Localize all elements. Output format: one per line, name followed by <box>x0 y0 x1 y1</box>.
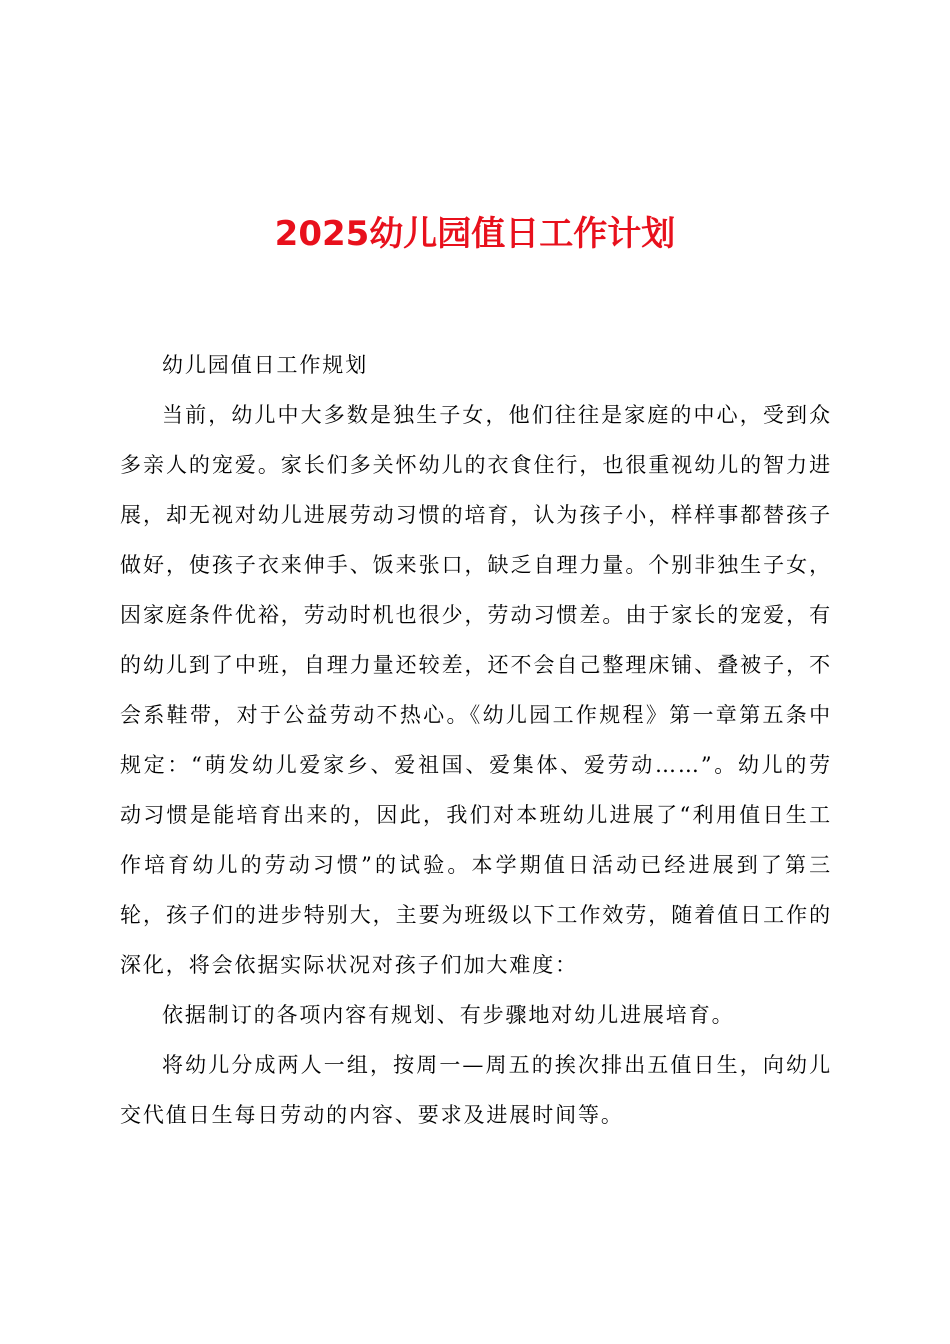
paragraph-intro: 当前，幼儿中大多数是独生子女，他们往往是家庭的中心，受到众多亲人的宠爱。家长们多关怀幼儿的衣食住行，也很重视幼儿的智力进展，却无视对幼儿进展劳动习惯的培育，认为孩子小，样样事都替孩子做好，使孩子衣来伸手、饭来张口，缺乏自理力量。个别非独生子女，因家庭条件优裕，劳动时机也很少，劳动习惯差。由于家长的宠爱，有的幼儿到了中班，自理力量还较差，还不会自己整理床铺、叠被子，不会系鞋带，对于公益劳动不热心。《幼儿园工作规程》第一章第五条中规定：“萌发幼儿爱家乡、爱祖国、爱集体、爱劳动……”。幼儿的劳动习惯是能培育出来的，因此，我们对本班幼儿进展了“利用值日生工作培育幼儿的劳动习惯”的试验。本学期值日活动已经进展到了第三轮，孩子们的进步特别大，主要为班级以下工作效劳，随着值日工作的深化，将会依据实际状况对孩子们加大难度： <box>120 403 832 977</box>
page-title: 2025幼儿园值日工作计划 <box>274 214 676 254</box>
document-body <box>120 340 832 1140</box>
paragraph-plan: 依据制订的各项内容有规划、有步骤地对幼儿进展培育。 <box>162 1003 735 1027</box>
paragraph-grouping: 将幼儿分成两人一组，按周一—周五的挨次排出五值日生，向幼儿交代值日生每日劳动的内容、要求及进展时间等。 <box>120 1053 832 1127</box>
section-heading: 幼儿园值日工作规划 <box>162 353 369 377</box>
